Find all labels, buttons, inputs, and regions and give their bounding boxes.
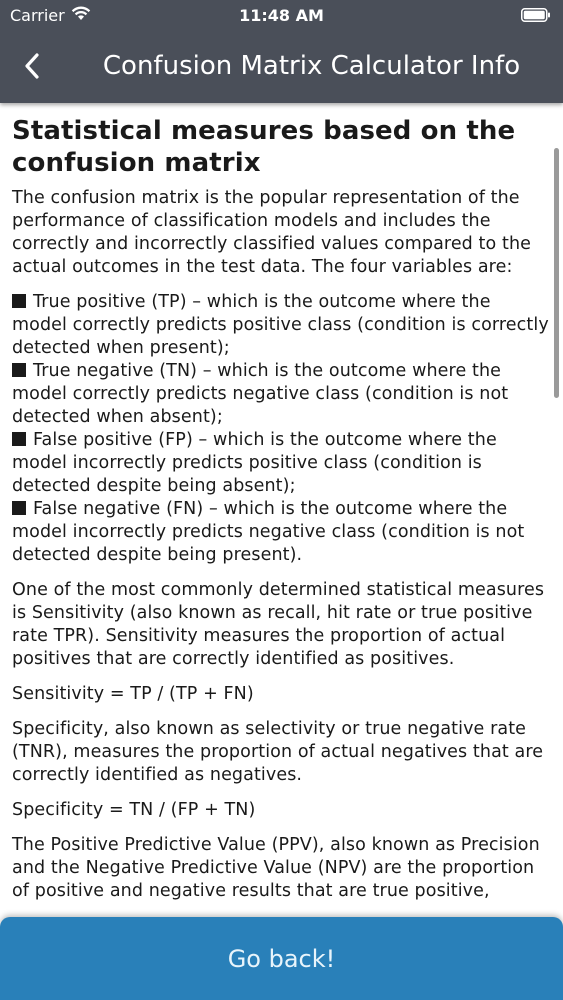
status-bar bbox=[0, 0, 563, 30]
page-title: Confusion Matrix Calculator Info bbox=[102, 51, 521, 81]
specificity-paragraph: Specificity, also known as selectivity or true negative rate (TNR), measures the proportion of actual negatives that are correctly identified as negatives. bbox=[12, 719, 544, 785]
intro-paragraph: The confusion matrix is the popular representation of the performance of classification models and includes the correctly and incorrectly classified values compared to the actual outcomes in the test data. The four variables are: bbox=[12, 188, 532, 277]
back-button[interactable] bbox=[14, 46, 50, 86]
list-item bbox=[12, 498, 551, 567]
sensitivity-paragraph: One of the most commonly determined statistical measures is Sensitivity (also known as recall, hit rate or true positive rate TPR). Sensitivity measures the proportion of actual positives that are correctly identified as positives. bbox=[12, 580, 545, 669]
list-item bbox=[12, 429, 551, 498]
bullet-square-icon bbox=[12, 432, 26, 446]
app-header bbox=[0, 0, 563, 103]
specificity-formula: Specificity = TN / (FP + TN) bbox=[12, 800, 256, 820]
carrier-label: Carrier bbox=[10, 6, 65, 25]
list-item bbox=[12, 360, 551, 429]
sensitivity-formula: Sensitivity = TP / (TP + FN) bbox=[12, 684, 254, 704]
bullet-text: False negative (FN) – which is the outcome where the model incorrectly predicts negative class (condition is not detected despite being present). bbox=[12, 499, 525, 565]
status-time: 11:48 AM bbox=[239, 6, 324, 25]
bullet-list bbox=[12, 291, 551, 567]
info-content[interactable] bbox=[0, 103, 563, 917]
bullet-text: True positive (TP) – which is the outcome where the model correctly predicts positive class (condition is correctly detected when present); bbox=[12, 292, 549, 358]
go-back-button[interactable]: Go back! bbox=[0, 917, 563, 1000]
navigation-bar bbox=[0, 38, 563, 94]
ppv-paragraph: The Positive Predictive Value (PPV), also known as Precision and the Negative Predictive Value (NPV) are the proportion of positive and negative results that are true positive, bbox=[12, 835, 540, 901]
chevron-left-icon bbox=[23, 52, 41, 80]
bullet-square-icon bbox=[12, 294, 26, 308]
list-item bbox=[12, 291, 551, 360]
bullet-text: True negative (TN) – which is the outcome where the model correctly predicts negative class (condition is not detected when absent); bbox=[12, 361, 509, 427]
scrollbar[interactable] bbox=[554, 148, 559, 398]
section-heading: Statistical measures based on the confusion matrix bbox=[12, 116, 516, 178]
battery-icon bbox=[521, 7, 551, 26]
bullet-square-icon bbox=[12, 363, 26, 377]
bullet-square-icon bbox=[12, 501, 26, 515]
bullet-text: False positive (FP) – which is the outcome where the model incorrectly predicts positive class (condition is detected despite being absent); bbox=[12, 430, 497, 496]
